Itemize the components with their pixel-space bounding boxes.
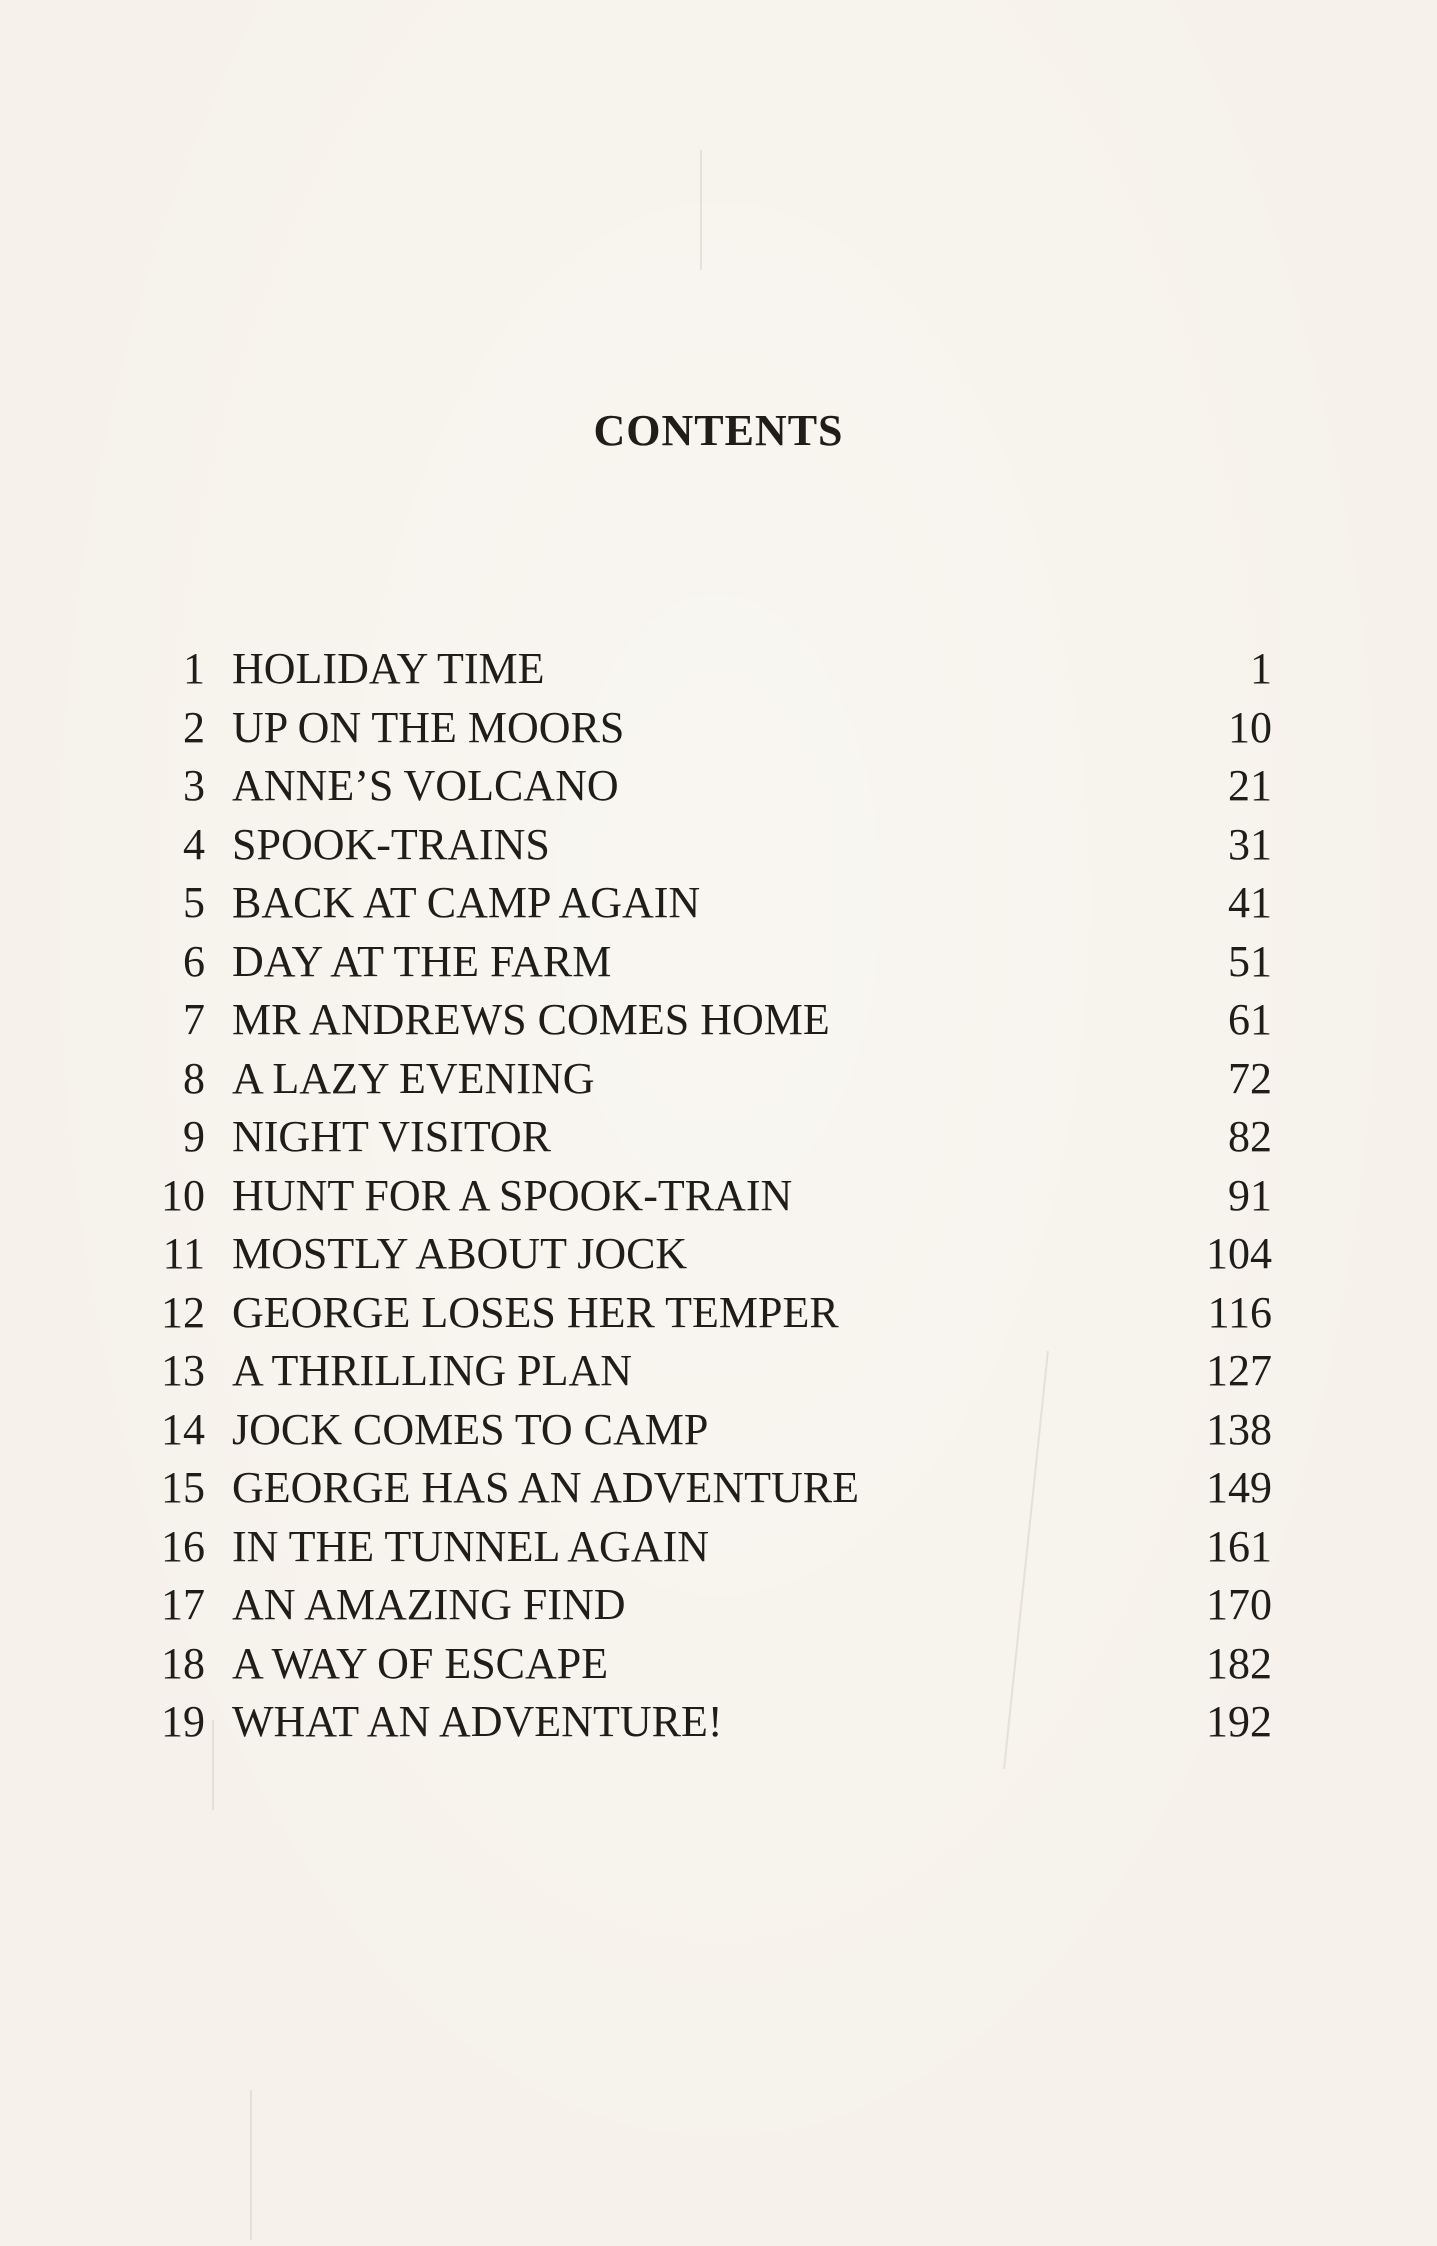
page-number: 1 bbox=[1250, 644, 1272, 693]
page-number: 104 bbox=[1206, 1229, 1272, 1278]
chapter-title: HUNT FOR A SPOOK-TRAIN bbox=[232, 1170, 793, 1220]
chapter-number: 19 bbox=[161, 1697, 205, 1746]
page-number: 170 bbox=[1206, 1580, 1272, 1629]
toc-entry bbox=[150, 1342, 1272, 1401]
toc-entry bbox=[150, 757, 1272, 816]
chapter-number: 15 bbox=[161, 1463, 205, 1512]
page-number: 61 bbox=[1228, 995, 1272, 1044]
chapter-number: 7 bbox=[183, 995, 205, 1044]
chapter-title: A LAZY EVENING bbox=[232, 1053, 595, 1103]
chapter-title: AN AMAZING FIND bbox=[232, 1580, 626, 1629]
chapter-title: WHAT AN ADVENTURE! bbox=[232, 1697, 723, 1746]
toc-entry bbox=[150, 991, 1272, 1050]
chapter-title: HOLIDAY TIME bbox=[232, 644, 545, 693]
page-number: 138 bbox=[1206, 1404, 1272, 1454]
chapter-title: UP ON THE MOORS bbox=[232, 702, 625, 752]
toc-entry bbox=[150, 1108, 1272, 1167]
chapter-title: BACK AT CAMP AGAIN bbox=[232, 878, 701, 927]
page-number: 127 bbox=[1206, 1346, 1272, 1395]
page-number: 149 bbox=[1206, 1463, 1272, 1512]
toc-entry bbox=[150, 1693, 1272, 1752]
page-number: 91 bbox=[1228, 1170, 1272, 1220]
chapter-title: MOSTLY ABOUT JOCK bbox=[232, 1229, 688, 1278]
toc-entry bbox=[150, 1518, 1272, 1577]
toc-entry bbox=[150, 1459, 1272, 1518]
table-of-contents bbox=[150, 640, 1272, 1752]
chapter-title: A WAY OF ESCAPE bbox=[232, 1638, 609, 1688]
contents-heading: CONTENTS bbox=[593, 406, 844, 455]
chapter-title: GEORGE LOSES HER TEMPER bbox=[232, 1287, 839, 1337]
chapter-number: 10 bbox=[161, 1170, 205, 1220]
page-number: 192 bbox=[1206, 1697, 1272, 1746]
toc-entry bbox=[150, 1284, 1272, 1343]
toc-entry bbox=[150, 874, 1272, 933]
chapter-title: GEORGE HAS AN ADVENTURE bbox=[232, 1463, 859, 1512]
toc-entry bbox=[150, 1576, 1272, 1635]
chapter-number: 5 bbox=[183, 878, 205, 927]
chapter-number: 2 bbox=[183, 702, 205, 752]
chapter-title: JOCK COMES TO CAMP bbox=[232, 1404, 709, 1454]
toc-entry bbox=[150, 1167, 1272, 1226]
chapter-number: 4 bbox=[183, 819, 205, 869]
page-number: 116 bbox=[1207, 1287, 1272, 1337]
chapter-number: 9 bbox=[183, 1112, 205, 1161]
page-number: 182 bbox=[1206, 1638, 1272, 1688]
toc-entry bbox=[150, 1401, 1272, 1460]
chapter-title: DAY AT THE FARM bbox=[232, 936, 612, 986]
chapter-title: IN THE TUNNEL AGAIN bbox=[232, 1521, 710, 1571]
page-number: 51 bbox=[1228, 936, 1272, 986]
chapter-title: NIGHT VISITOR bbox=[232, 1112, 552, 1161]
toc-entry bbox=[150, 640, 1272, 699]
chapter-number: 11 bbox=[162, 1229, 205, 1278]
chapter-number: 16 bbox=[161, 1521, 205, 1571]
page-number: 10 bbox=[1228, 702, 1272, 752]
toc-entry bbox=[150, 1225, 1272, 1284]
page-number: 41 bbox=[1228, 878, 1272, 927]
chapter-number: 6 bbox=[183, 936, 205, 986]
chapter-title: ANNE’S VOLCANO bbox=[232, 761, 619, 810]
chapter-number: 18 bbox=[161, 1638, 205, 1688]
chapter-number: 8 bbox=[183, 1053, 205, 1103]
chapter-title: MR ANDREWS COMES HOME bbox=[232, 995, 830, 1044]
paper-crease bbox=[250, 2090, 252, 2240]
page-number: 72 bbox=[1228, 1053, 1272, 1103]
chapter-number: 1 bbox=[183, 644, 205, 693]
page-number: 161 bbox=[1206, 1521, 1272, 1571]
chapter-number: 17 bbox=[161, 1580, 205, 1629]
toc-entry bbox=[150, 1050, 1272, 1109]
chapter-number: 12 bbox=[161, 1287, 205, 1337]
paper-crease bbox=[700, 150, 702, 270]
chapter-number: 13 bbox=[161, 1346, 205, 1395]
page-number: 31 bbox=[1228, 819, 1272, 869]
chapter-title: SPOOK-TRAINS bbox=[232, 819, 550, 869]
page-number: 82 bbox=[1228, 1112, 1272, 1161]
toc-entry bbox=[150, 699, 1272, 758]
toc-entry bbox=[150, 933, 1272, 992]
chapter-number: 14 bbox=[161, 1404, 205, 1454]
toc-entry bbox=[150, 816, 1272, 875]
chapter-number: 3 bbox=[183, 761, 205, 810]
chapter-title: A THRILLING PLAN bbox=[232, 1346, 633, 1395]
page-number: 21 bbox=[1228, 761, 1272, 810]
toc-entry bbox=[150, 1635, 1272, 1694]
